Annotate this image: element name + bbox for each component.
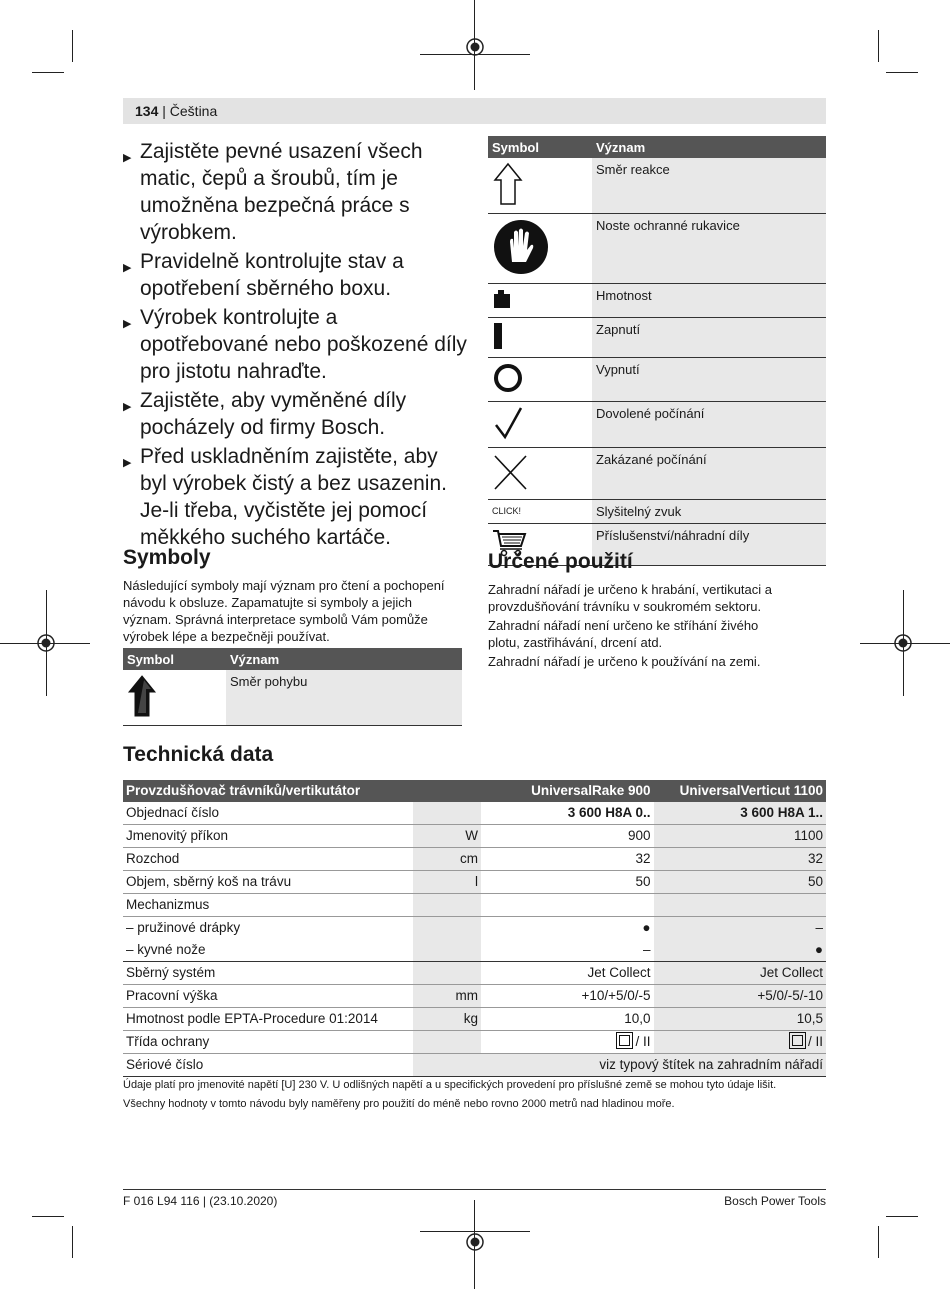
registration-mark-icon [464, 36, 486, 58]
brand-text: Bosch Power Tools [724, 1194, 826, 1208]
column-header: UniversalRake 900 [481, 780, 653, 802]
power-off-icon [492, 362, 526, 394]
meaning-cell: Zapnutí [592, 318, 826, 358]
meaning-cell: Vypnutí [592, 358, 826, 402]
table-row [488, 318, 826, 358]
column-header: Provzdušňovač trávníků/vertikutátor [123, 780, 413, 802]
meaning-cell: Směr pohybu [226, 670, 462, 726]
intended-use-text [488, 581, 788, 670]
meaning-cell: Směr reakce [592, 158, 826, 214]
table-row: Objednací číslo 3 600 H8A 0.. 3 600 H8A 1.. [123, 802, 826, 825]
arrow-up-outline-icon [492, 162, 524, 206]
checkmark-icon [492, 406, 526, 440]
paragraph: Zahradní nářadí je určeno k používání na zemi. [488, 654, 761, 669]
paragraph: Zahradní nářadí je určeno k hrabání, vertikutaci a provzdušňování trávníku v soukromém sektoru. [488, 582, 772, 614]
language-label: | Čeština [162, 103, 218, 119]
cross-icon [492, 452, 530, 492]
meaning-cell: Příslušenství/náhradní díly [592, 524, 826, 566]
table-row [488, 358, 826, 402]
symbols-table-right [488, 136, 826, 566]
column-header: Symbol [123, 648, 226, 670]
table-row: Mechanizmus [123, 894, 826, 917]
list-item: ▶ Zajistěte, aby vyměněné díly pocházely od firmy Bosch. [123, 387, 468, 441]
meaning-cell: Noste ochranné rukavice [592, 214, 826, 284]
table-row [488, 448, 826, 500]
table-header-row [123, 780, 826, 802]
gloves-icon [492, 218, 552, 276]
table-row [123, 670, 462, 726]
column-header: UniversalVerticut 1100 [654, 780, 827, 802]
table-row: Jmenovitý příkon W 900 1100 [123, 825, 826, 848]
table-row: – kyvné nože – ● [123, 939, 826, 962]
tech-data-table [123, 780, 826, 1077]
table-row: Sériové číslo viz typový štítek na zahradním nářadí [123, 1054, 826, 1077]
table-row [488, 402, 826, 448]
maintenance-bullet-list [123, 138, 468, 553]
column-header: Význam [592, 136, 826, 158]
footnote: Údaje platí pro jmenovité napětí [U] 230 V. U odlišných napětí a u specifických provedení pro příslušné země se mohou tyto údaje lišit. [123, 1079, 777, 1091]
registration-mark-icon [892, 632, 914, 654]
meaning-cell: Hmotnost [592, 284, 826, 318]
document-code: F 016 L94 116 | (23.10.2020) [123, 1194, 278, 1208]
arrow-up-filled-icon [127, 674, 157, 718]
meaning-cell: Zakázané počínání [592, 448, 826, 500]
protection-class-icon [792, 1035, 803, 1046]
meaning-cell: Slyšitelný zvuk [592, 500, 826, 524]
table-row: Pracovní výška mm +10/+5/0/-5 +5/0/-5/-10 [123, 985, 826, 1008]
page-number: 134 [135, 103, 159, 119]
footnote: Všechny hodnoty v tomto návodu byly naměřeny pro použití do méně nebo rovno 2000 metrů nad hladinou moře. [123, 1098, 675, 1110]
table-row [488, 214, 826, 284]
column-header: Význam [226, 648, 462, 670]
table-row [488, 500, 826, 524]
click-icon-text: CLICK! [488, 500, 592, 524]
weight-icon [492, 288, 514, 310]
list-item: ▶ Výrobek kontrolujte a opotřebované nebo poškozené díly pro jistotu nahraďte. [123, 304, 468, 385]
table-row [488, 284, 826, 318]
symbols-intro: Následující symboly mají význam pro čtení a pochopení návodu k obsluze. Zapamatujte si symboly a jejich význam. Správná interpretace symbolů Vám pomůže výrobek lépe a bezpečněji používat. [123, 578, 445, 644]
tech-notes [123, 1076, 826, 1114]
column-header: Symbol [488, 136, 592, 158]
page-header [123, 98, 826, 124]
intended-use-heading: Určené použití [488, 550, 633, 573]
meaning-cell: Dovolené počínání [592, 402, 826, 448]
table-row: Objem, sběrný koš na trávu l 50 50 [123, 871, 826, 894]
symbols-heading: Symboly [123, 546, 211, 569]
list-item: ▶ Pravidelně kontrolujte stav a opotřebení sběrného boxu. [123, 248, 468, 302]
list-item: ▶ Před uskladněním zajistěte, aby byl výrobek čistý a bez usazenin. Je-li třeba, vyčistěte jej pomocí měkkého suchého kartáče. [123, 443, 468, 551]
tech-data-heading: Technická data [123, 743, 274, 766]
registration-mark-icon [35, 632, 57, 654]
power-on-icon [492, 322, 506, 350]
table-row: Sběrný systém Jet Collect Jet Collect [123, 962, 826, 985]
table-row: – pružinové drápky ● – [123, 917, 826, 940]
list-item: ▶ Zajistěte pevné usazení všech matic, čepů a šroubů, tím je umožněna bezpečná práce s výrobkem. [123, 138, 468, 246]
table-row: Hmotnost podle EPTA-Procedure 01:2014 kg 10,0 10,5 [123, 1008, 826, 1031]
table-row: Třída ochrany / II / II [123, 1031, 826, 1054]
table-row [488, 158, 826, 214]
page-footer [123, 1189, 826, 1208]
paragraph: Zahradní nářadí není určeno ke stříhání živého plotu, zastřihávání, drcení atd. [488, 618, 759, 650]
registration-mark-icon [464, 1231, 486, 1253]
symbols-table-left [123, 648, 462, 726]
table-row: Rozchod cm 32 32 [123, 848, 826, 871]
protection-class-icon [619, 1035, 630, 1046]
